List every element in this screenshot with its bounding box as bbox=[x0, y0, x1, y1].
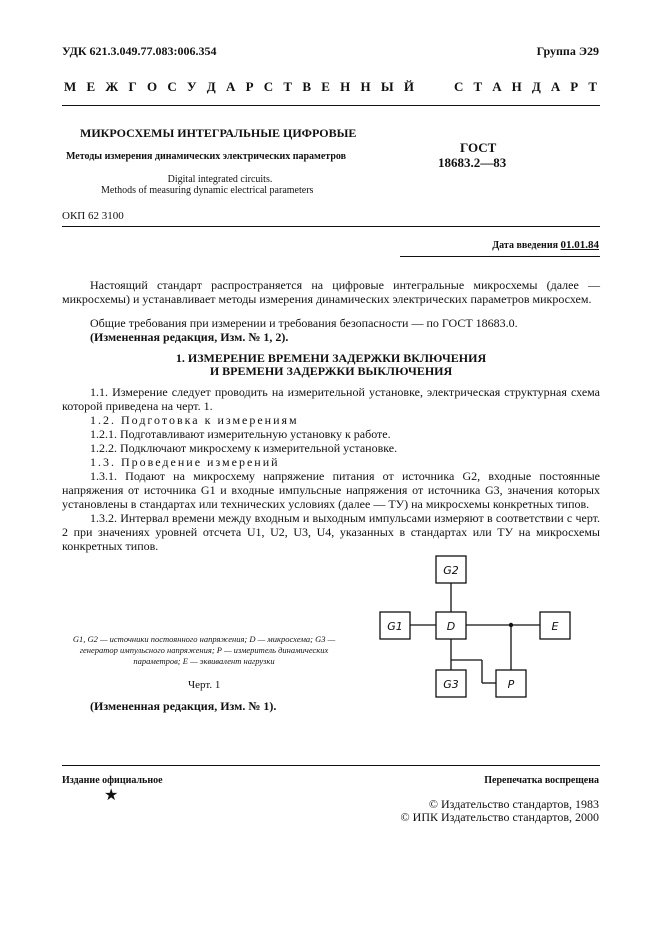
title-main: МИКРОСХЕМЫ ИНТЕГРАЛЬНЫЕ ЦИФРОВЫЕ bbox=[80, 126, 357, 140]
banner-letter: Д bbox=[531, 79, 541, 94]
clause-1-3-1: 1.3.1. Подают на микросхему напряжение питания от источника G2, входные постоянные напряжения от источника G1 и входные импульсные напряжения от источника G3, значения которых установлены в стандартах или технических условиях (далее — ТУ) на микросхемы конкретных типов. bbox=[62, 469, 600, 511]
intro-date-rule bbox=[400, 256, 600, 257]
copyright-1983: © Издательство стандартов, 1983 bbox=[428, 797, 599, 811]
official-edition: Издание официальное bbox=[62, 775, 163, 786]
banner-letter: Ы bbox=[380, 79, 394, 94]
label-g2: G2 bbox=[443, 564, 459, 577]
title-divider bbox=[62, 226, 600, 227]
gost-label: ГОСТ bbox=[460, 140, 497, 155]
intro-date-label: Дата введения bbox=[492, 240, 558, 251]
banner-letter: С bbox=[263, 79, 274, 94]
banner-letter: А bbox=[225, 79, 236, 94]
edition-note-1: (Измененная редакция, Изм. № 1, 2). bbox=[90, 330, 289, 344]
banner-letter: Р bbox=[570, 79, 579, 94]
clause-1-2-1: 1.2.1. Подготавливают измерительную установку к работе. bbox=[90, 427, 391, 441]
title-en-1: Digital integrated circuits. bbox=[167, 174, 273, 185]
banner-letter: В bbox=[302, 79, 311, 94]
clause-1-2-2: 1.2.2. Подключают микросхему к измерительной установке. bbox=[90, 441, 398, 455]
banner-letter: Е bbox=[86, 79, 96, 94]
block-diagram bbox=[370, 552, 580, 702]
label-d: D bbox=[446, 620, 456, 633]
banner-letter: Т bbox=[588, 79, 597, 94]
banner-letter: С bbox=[454, 79, 464, 94]
footer-divider bbox=[62, 765, 600, 766]
clause-1-2: 1.2. Подготовка к измерениям bbox=[90, 413, 299, 427]
banner-letter: О bbox=[147, 79, 158, 94]
label-e: E bbox=[551, 620, 559, 633]
banner-letter: Н bbox=[511, 79, 522, 94]
label-g3: G3 bbox=[443, 678, 459, 691]
banner-letter: А bbox=[550, 79, 561, 94]
title-sub: Методы измерения динамических электрических параметров bbox=[66, 151, 347, 162]
banner-letter: У bbox=[187, 79, 197, 94]
banner-letter: Г bbox=[128, 79, 137, 94]
intro-date bbox=[492, 239, 599, 251]
banner-letter: Р bbox=[245, 79, 254, 94]
banner-letter: Ж bbox=[105, 79, 119, 94]
figure-caption: Черт. 1 bbox=[188, 679, 221, 691]
banner-letter: Й bbox=[403, 79, 414, 94]
banner-letter: М bbox=[64, 79, 77, 94]
copyright-2000: © ИПК Издательство стандартов, 2000 bbox=[400, 810, 599, 824]
gost-number: 18683.2—83 bbox=[438, 155, 507, 170]
banner-standart bbox=[454, 79, 597, 95]
okp-code: ОКП 62 3100 bbox=[62, 210, 124, 222]
udk-code: УДК 621.3.049.77.083:006.354 bbox=[62, 44, 217, 58]
banner-letter: Н bbox=[360, 79, 371, 94]
banner-letter: А bbox=[492, 79, 502, 94]
banner-letter: Т bbox=[473, 79, 483, 94]
clause-1-3: 1.3. Проведение измерений bbox=[90, 455, 280, 469]
header-divider bbox=[62, 105, 600, 106]
label-g1: G1 bbox=[387, 620, 403, 633]
title-en-2: Methods of measuring dynamic electrical parameters bbox=[101, 185, 314, 196]
figure-legend: G1, G2 — источники постоянного напряжения; D — микросхема; G3 — генератор импульсного напряжения; P — измеритель динамических параметров; E — эквивалент нагрузки bbox=[72, 634, 336, 666]
group-code: Группа Э29 bbox=[536, 44, 599, 58]
reprint-notice: Перепечатка воспрещена bbox=[484, 775, 599, 786]
paragraph-scope: Настоящий стандарт распространяется на цифровые интегральные микросхемы (далее — микросхемы) и устанавливает методы измерения динамических электрических параметров микросхем. bbox=[62, 278, 600, 306]
junction-dot bbox=[509, 623, 513, 627]
section-heading-2: И ВРЕМЕНИ ЗАДЕРЖКИ ВЫКЛЮЧЕНИЯ bbox=[209, 364, 453, 378]
banner-mezhgos bbox=[64, 79, 414, 95]
section-heading-1: 1. ИЗМЕРЕНИЕ ВРЕМЕНИ ЗАДЕРЖКИ ВКЛЮЧЕНИЯ bbox=[175, 351, 487, 365]
clause-1-3-2: 1.3.2. Интервал времени между входным и выходным импульсами измеряют в соответствии с черт. 2 при значениях уровней отсчета U1, U2, U3, U4, указанных в стандартах или ТУ на микросхемы конкретных типов. bbox=[62, 511, 600, 553]
clause-1-1: 1.1. Измерение следует проводить на измерительной установке, электрическая структурная схема которой приведена на черт. 1. bbox=[62, 385, 600, 413]
edition-note-2: (Измененная редакция, Изм. № 1). bbox=[90, 699, 277, 713]
banner-letter: Д bbox=[206, 79, 216, 94]
banner-letter: Н bbox=[340, 79, 351, 94]
star-icon: ★ bbox=[104, 787, 119, 804]
paragraph-general-reqs: Общие требования при измерении и требования безопасности — по ГОСТ 18683.0. bbox=[90, 316, 518, 330]
label-p: P bbox=[507, 678, 515, 691]
banner-letter: Е bbox=[321, 79, 330, 94]
intro-date-value: 01.01.84 bbox=[560, 239, 599, 251]
banner-letter: С bbox=[167, 79, 177, 94]
banner-letter: Т bbox=[283, 79, 293, 94]
